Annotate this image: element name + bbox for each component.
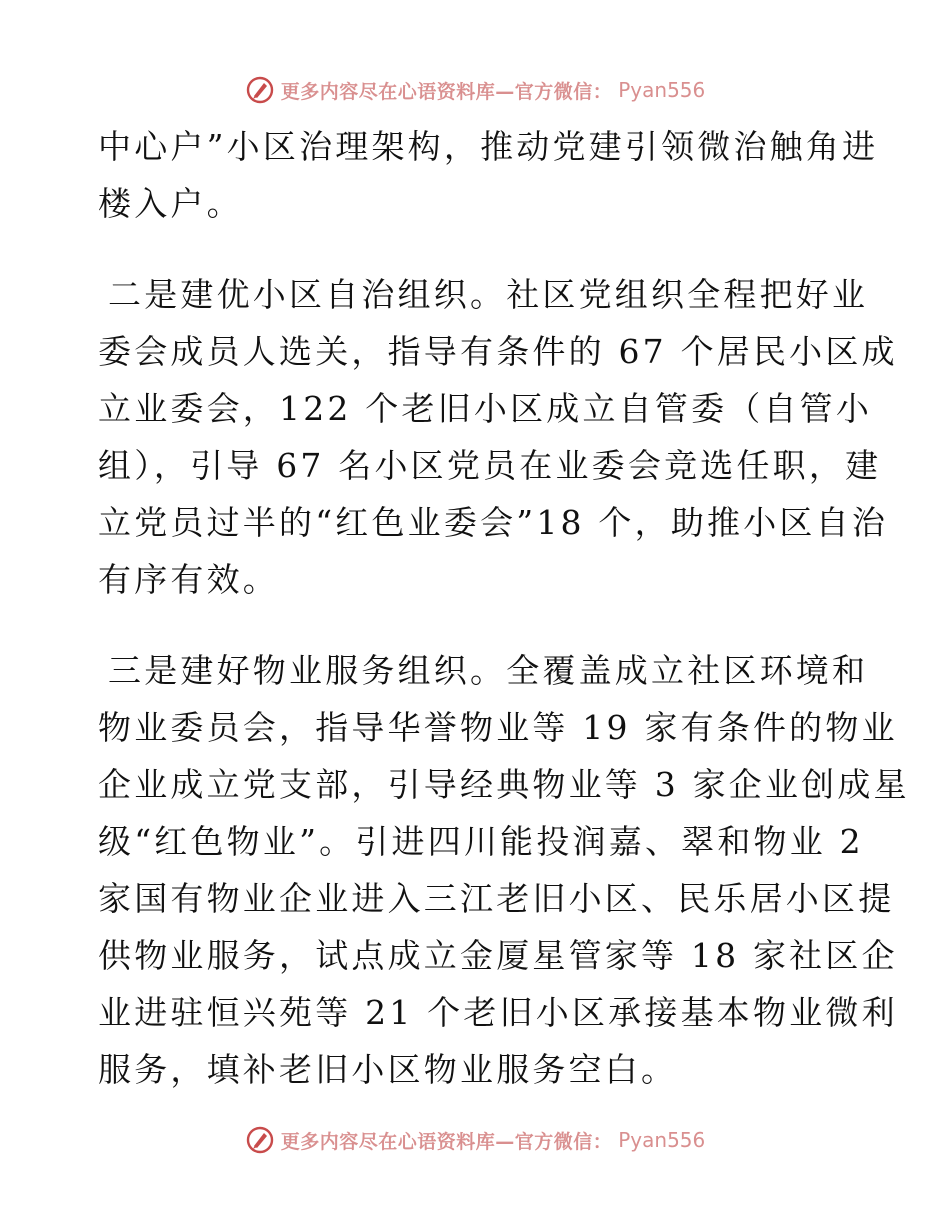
- watermark-text: 更多内容尽在心语资料库—官方微信：: [280, 1130, 613, 1153]
- document-body: [98, 118, 910, 1098]
- watermark-wechat-id: Pyan556: [618, 1128, 706, 1152]
- header-watermark: [0, 72, 950, 108]
- text-line: 中心户”小区治理架构，推动党建引领微治触角进: [98, 127, 879, 166]
- pen-nib-logo-icon: [245, 75, 275, 105]
- watermark-text: 更多内容尽在心语资料库—官方微信：: [280, 80, 613, 103]
- text-line: 组），引导 67 名小区党员在业委会竞选任职，建: [98, 446, 882, 485]
- watermark-wechat-id: Pyan556: [618, 78, 706, 102]
- paragraph: [98, 118, 879, 232]
- text-line: 委会成员人选关，指导有条件的 67 个居民小区成: [98, 332, 898, 371]
- text-line: 物业委员会，指导华誉物业等 19 家有条件的物业: [98, 708, 898, 747]
- text-line: 企业成立党支部，引导经典物业等 3 家企业创成星: [98, 765, 910, 804]
- text-line: 有序有效。: [98, 560, 279, 599]
- text-line: 楼入户。: [98, 184, 243, 223]
- paragraph: [98, 266, 898, 608]
- pen-nib-logo-icon: [245, 1125, 275, 1155]
- text-line: 三是建好物业服务组织。全覆盖成立社区环境和: [108, 651, 869, 690]
- text-line: 级“红色物业”。引进四川能投润嘉、翠和物业 2: [98, 822, 864, 861]
- text-line: 服务，填补老旧小区物业服务空白。: [98, 1050, 678, 1089]
- text-line: 立业委会，122 个老旧小区成立自管委（自管小: [98, 389, 873, 428]
- text-line: 业进驻恒兴苑等 21 个老旧小区承接基本物业微利: [98, 993, 898, 1032]
- text-line: 二是建优小区自治组织。社区党组织全程把好业: [108, 275, 869, 314]
- footer-watermark: [0, 1122, 950, 1158]
- paragraph: [98, 642, 910, 1098]
- text-line: 家国有物业企业进入三江老旧小区、民乐居小区提: [98, 879, 895, 918]
- text-line: 供物业服务，试点成立金厦星管家等 18 家社区企: [98, 936, 898, 975]
- text-line: 立党员过半的“红色业委会”18 个，助推小区自治: [98, 503, 889, 542]
